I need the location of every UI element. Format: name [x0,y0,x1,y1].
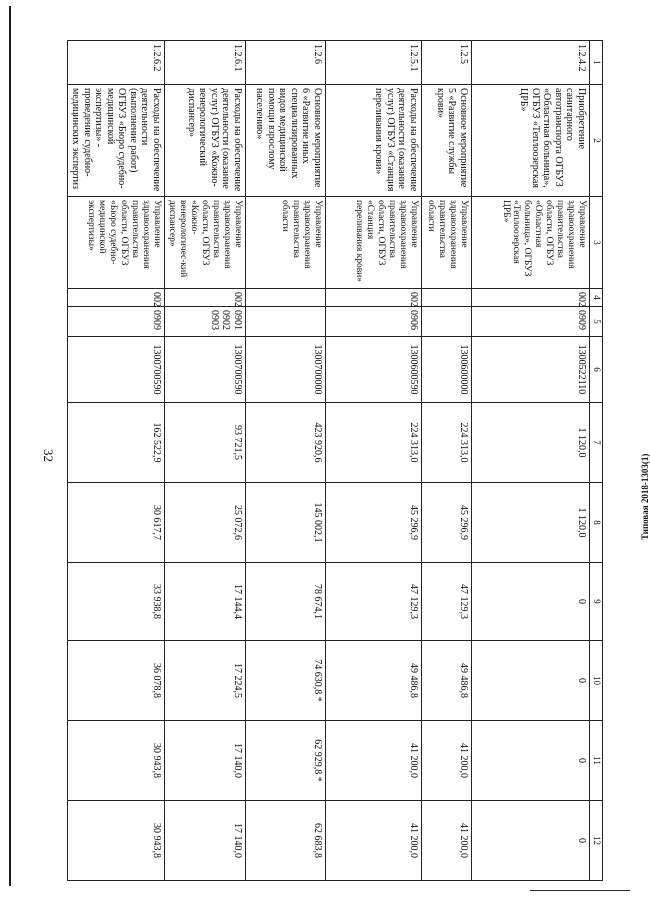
col-header: 3 [590,197,603,289]
col-header: 9 [590,563,603,641]
row-grbs: 002 [164,289,245,307]
row-year-1: 25 072,6 [164,483,245,563]
row-total: 423 920,6 [246,403,326,483]
row-activity: Основное мероприятие 6 «Развитие иных специализированных видов медицинской помощи взрослому населению» [246,85,326,197]
row-total: 224 313,0 [326,403,422,483]
row-executor: Управление здравоохранения правительства области [246,197,326,289]
row-total: 224 313,0 [422,403,472,483]
row-year-3: 17 224,5 [164,641,245,721]
row-year-5: 17 140,0 [164,801,245,881]
row-year-5: 0 [472,801,590,881]
row-activity: Основное мероприятие 5 «Развитие службы крови» [422,85,472,197]
row-code: 1.2.5 [422,41,472,85]
row-grbs: 002 [326,289,422,307]
col-header: 10 [590,641,603,721]
row-rzpr: 0906 [326,307,422,337]
row-year-2: 47 129,3 [326,563,422,641]
row-year-5: 41 200,0 [326,801,422,881]
row-year-1: 30 617,7 [67,483,164,563]
row-grbs: 002 [67,289,164,307]
row-activity: Расходы на обеспечение деятельности (оказание услуг) ОГБУЗ «Станция переливания крови» [326,85,422,197]
row-year-3: 0 [472,641,590,721]
row-rzpr [246,307,326,337]
row-executor: Управление здравоохранения правительства области, ОГБУЗ «Станция переливания крови» [326,197,422,289]
row-year-3: 74 630,8 * [246,641,326,721]
row-year-2: 33 938,8 [67,563,164,641]
row-year-5: 62 683,8 [246,801,326,881]
row-code: 1.2.6.1 [164,41,245,85]
col-header: 12 [590,801,603,881]
col-header: 4 [590,289,603,307]
row-rzpr: 0901 0902 0903 [164,307,245,337]
row-year-2: 47 129,3 [422,563,472,641]
row-year-2: 0 [472,563,590,641]
row-total: 1 120,0 [472,403,590,483]
table-row [472,41,590,881]
page-number: 32 [41,449,56,462]
table-row [67,41,164,881]
row-year-2: 78 674,1 [246,563,326,641]
row-activity: Расходы на обеспечение деятельности (выполнение работ) ОГБУЗ «Бюро судебно-медицинской экспертизы» - проведение судебно-медицинских экспертиз [67,85,164,197]
row-csr: 1300700000 [246,337,326,403]
left-margin-line [9,6,11,886]
row-activity: Приобретение санитарного автотранспорта ОГБУЗ «Областная больница», ОГБУЗ «Теплоозерская ЦРБ» [472,85,590,197]
row-year-4: 62 929,8 * [246,721,326,801]
row-year-4: 30 943,8 [67,721,164,801]
row-year-5: 41 200,0 [422,801,472,881]
col-header: 6 [590,337,603,403]
row-csr: 1300600000 [422,337,472,403]
row-code: 1.2.6 [246,41,326,85]
row-total: 162 522,9 [67,403,164,483]
row-year-3: 36 078,8 [67,641,164,721]
row-year-4: 41 200,0 [326,721,422,801]
row-executor: Управление здравоохранения правительства области, ОГБУЗ «Кожно-венерологичес-кий диспансер» [164,197,245,289]
footer-rule [530,890,630,891]
row-grbs: 002 [472,289,590,307]
col-header: 11 [590,721,603,801]
row-year-1: 145 002,1 [246,483,326,563]
row-year-4: 17 140,0 [164,721,245,801]
table-row [326,41,422,881]
table-row [246,41,326,881]
row-year-4: 0 [472,721,590,801]
row-csr: 1300700590 [164,337,245,403]
row-rzpr: 0909 [67,307,164,337]
row-code: 1.2.4.2 [472,41,590,85]
row-activity: Расходы на обеспечение деятельности (оказание услуг) ОГБУЗ «Кожно-венерологический диспансер» [164,85,245,197]
row-rzpr: 0909 [472,307,590,337]
row-csr: 1300522110 [472,337,590,403]
header-row [590,41,603,881]
table-row [422,41,472,881]
row-executor: Управление здравоохранения правительства области [422,197,472,289]
budget-table [67,40,603,881]
col-header: 8 [590,483,603,563]
row-executor: Управление здравоохранения правительства области, ОГБУЗ «Бюро судебно-медицинской экспертизы» [67,197,164,289]
row-year-2: 17 144,4 [164,563,245,641]
row-csr: 1300700590 [67,337,164,403]
row-grbs [422,289,472,307]
row-code: 1.2.6.2 [67,41,164,85]
row-year-3: 49 486,8 [326,641,422,721]
row-year-3: 49 486,8 [422,641,472,721]
row-executor: Управление здравоохранения правительства области, ОГБУЗ «Областная больница», ОГБУЗ «Теплоозерская ЦРБ» [472,197,590,289]
row-grbs [246,289,326,307]
col-header: 5 [590,307,603,337]
row-total: 93 721,5 [164,403,245,483]
row-year-1: 45 296,9 [326,483,422,563]
row-csr: 1300600590 [326,337,422,403]
col-header: 7 [590,403,603,483]
row-year-4: 41 200,0 [422,721,472,801]
row-year-1: 1 120,0 [472,483,590,563]
row-year-1: 45 296,9 [422,483,472,563]
row-year-5: 30 943,8 [67,801,164,881]
document-stamp: Типовая 2018-1303(1) [640,453,650,540]
col-header: 2 [590,85,603,197]
row-rzpr [422,307,472,337]
rotated-table-container [71,40,603,880]
row-code: 1.2.5.1 [326,41,422,85]
col-header: 1 [590,41,603,85]
table-row [164,41,245,881]
